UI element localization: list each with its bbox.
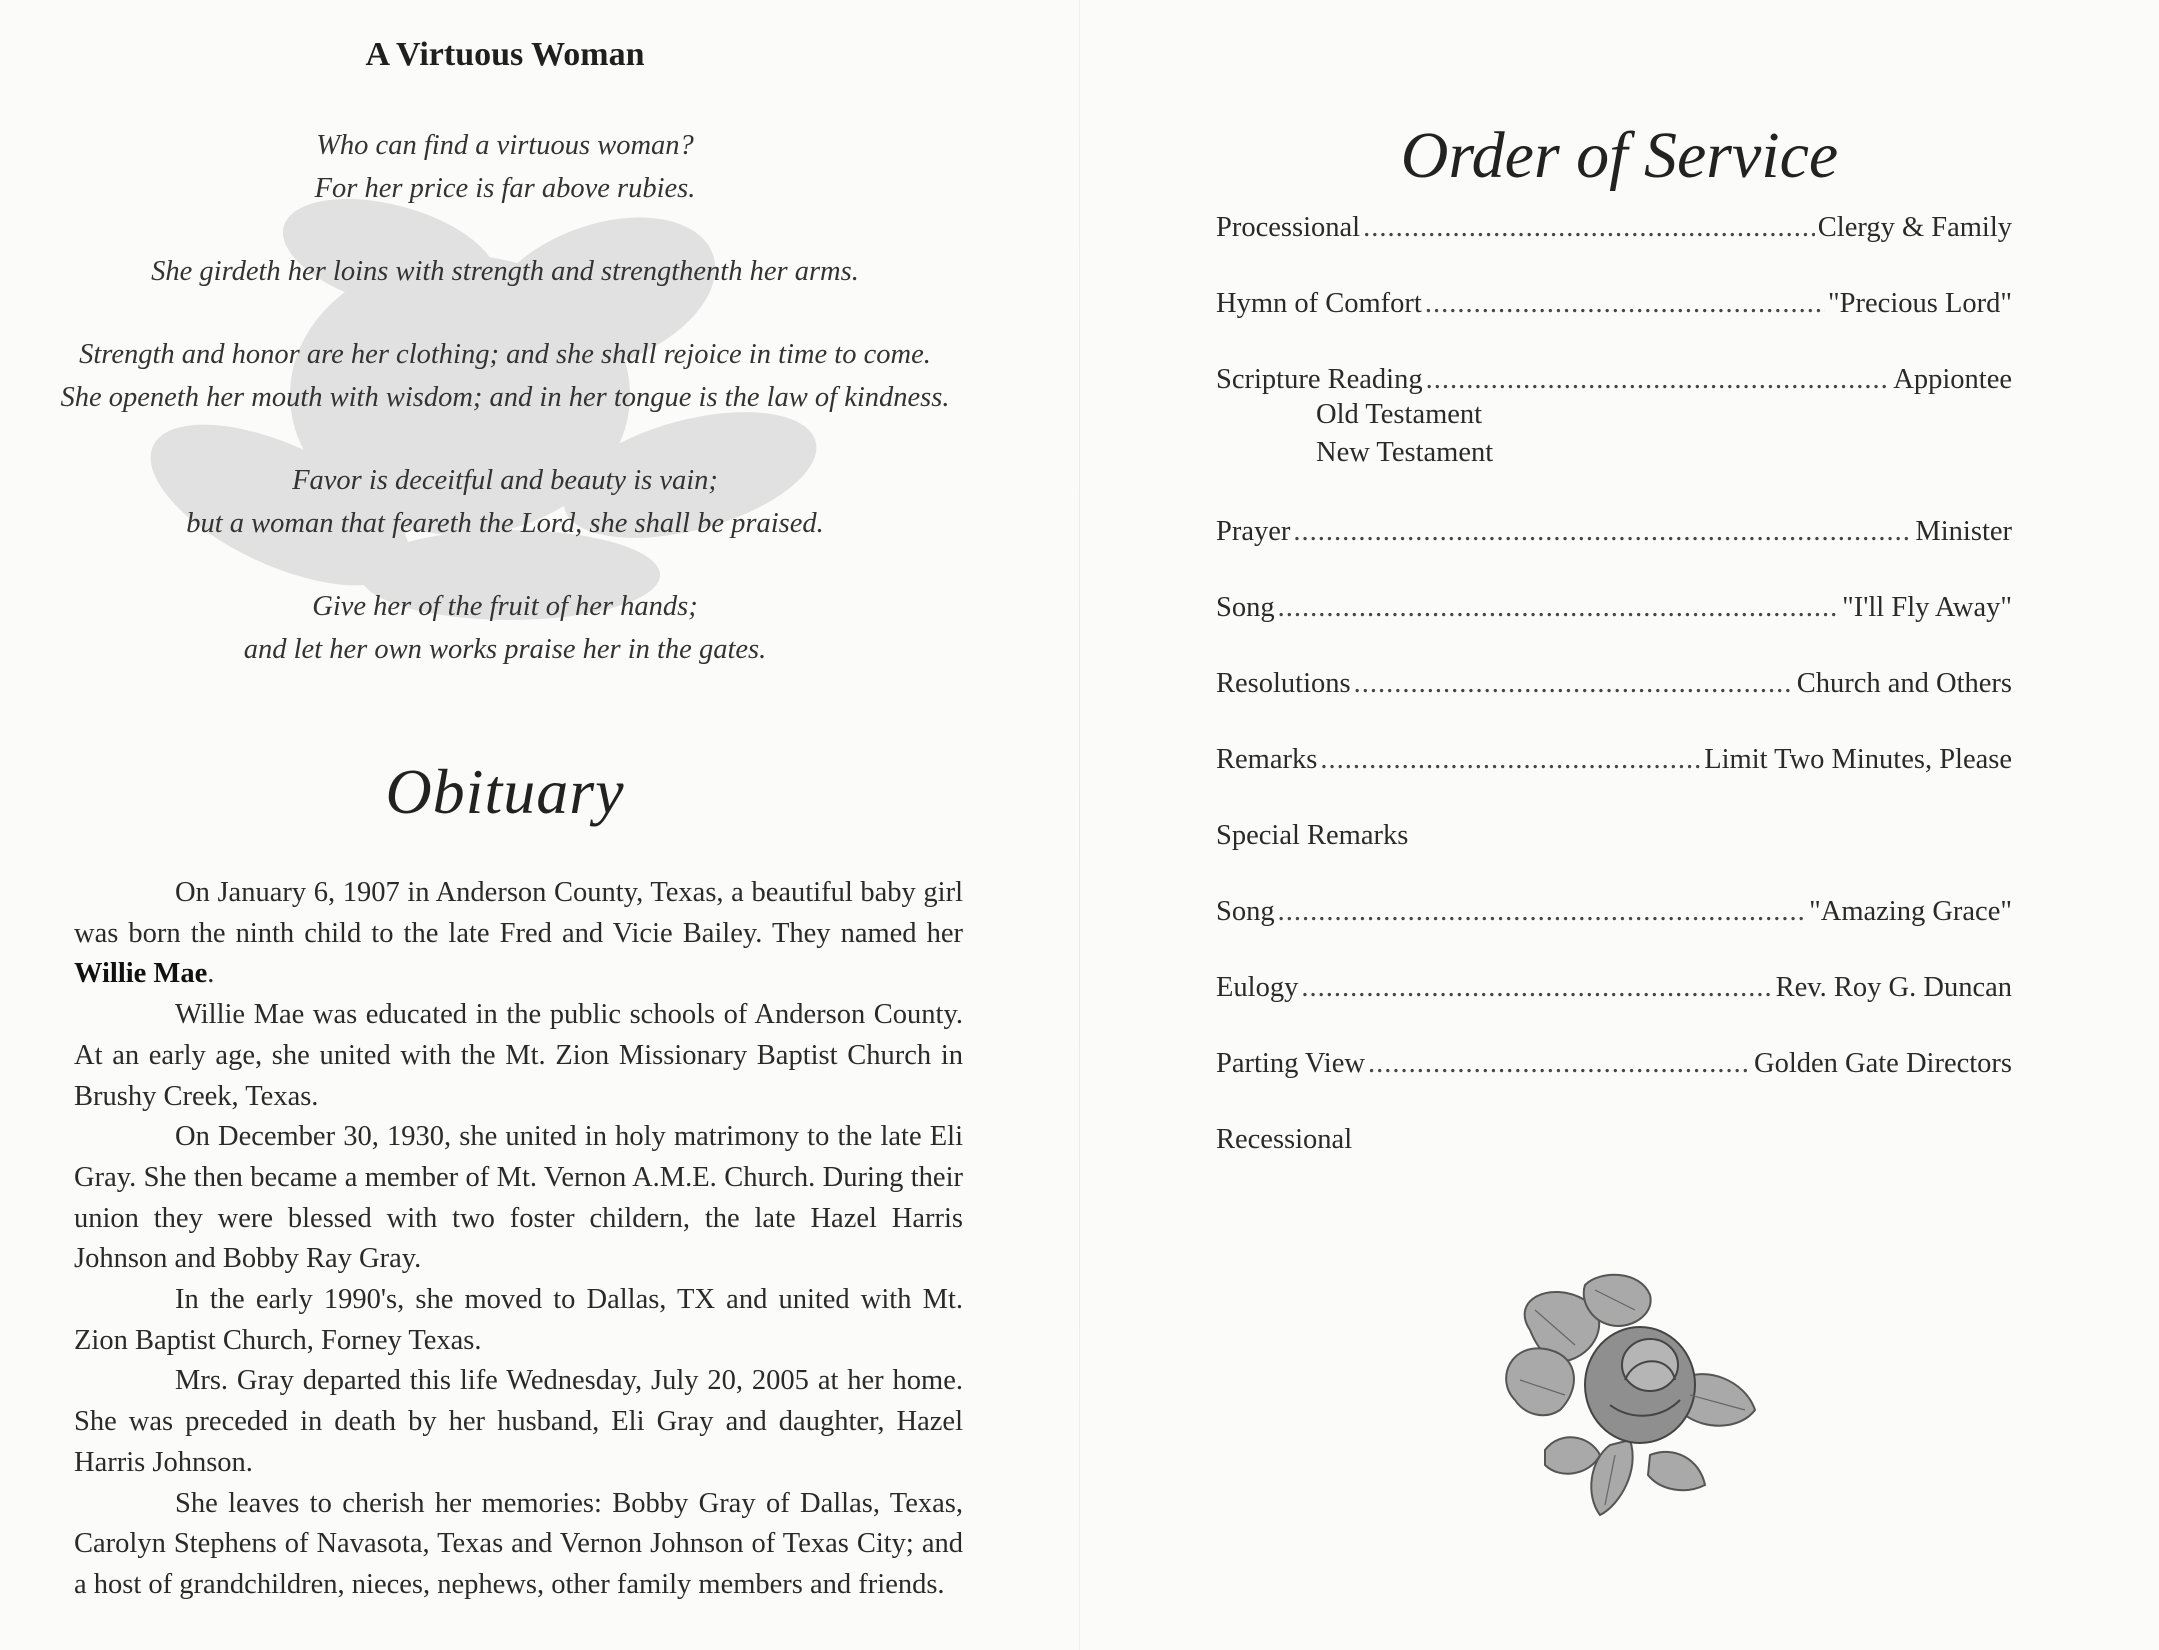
service-item — [1216, 820, 2012, 896]
poem-line: and let her own works praise her in the gates. — [243, 634, 767, 665]
leader-dots — [1278, 896, 1807, 928]
obituary-text-span: . — [207, 958, 215, 990]
service-item-value: Church and Others — [1796, 668, 2012, 699]
service-item-label: Parting View — [1216, 1048, 1365, 1079]
order-of-service-heading: Order of Service — [1400, 119, 1839, 192]
service-item — [1216, 896, 2012, 972]
service-item-value: Clergy & Family — [1817, 212, 2012, 243]
poem-line: Who can find a virtuous woman? — [316, 130, 694, 161]
service-item — [1216, 212, 2012, 288]
service-item-label: Hymn of Comfort — [1216, 288, 1422, 319]
service-item — [1216, 364, 2012, 516]
service-item-value: "Precious Lord" — [1828, 288, 2012, 319]
obituary-paragraph — [74, 873, 963, 995]
poem-line: She openeth her mouth with wisdom; and in her tongue is the law of kindness. — [60, 382, 950, 413]
left-page — [0, 0, 1079, 1650]
leader-dots — [1363, 212, 1815, 244]
service-item-label: Processional — [1216, 212, 1361, 243]
service-item — [1216, 288, 2012, 364]
leader-dots — [1368, 1048, 1751, 1080]
poem-line: but a woman that feareth the Lord, she shall be praised. — [186, 508, 824, 539]
service-item-label: Song — [1216, 592, 1275, 623]
right-page — [1080, 0, 2159, 1650]
service-item-label: Remarks — [1216, 744, 1318, 775]
poem-line: Strength and honor are her clothing; and she shall rejoice in time to come. — [79, 339, 931, 370]
obituary-text — [74, 873, 963, 1606]
obituary-name: Willie Mae — [74, 958, 208, 990]
obituary-paragraph: On December 30, 1930, she united in holy matrimony to the late Eli Gray. She then became a member of Mt. Vernon A.M.E. Church. During their union they were blessed with two foster childern, the late Hazel Harris Johnson and Bobby Ray Gray. — [74, 1121, 963, 1275]
leader-dots — [1425, 288, 1825, 320]
leader-dots — [1301, 972, 1772, 1004]
leader-dots — [1354, 668, 1794, 700]
service-item-label: Eulogy — [1216, 972, 1299, 1003]
service-item-label: Prayer — [1216, 516, 1291, 547]
obituary-text-span: On January 6, 1907 in Anderson County, Texas, a beautiful baby girl was born the ninth child to the late Fred and Vicie Bailey. They named her — [74, 877, 963, 949]
obituary-paragraph: She leaves to cherish her memories: Bobby Gray of Dallas, Texas, Carolyn Stephens of Navasota, Texas and Vernon Johnson of Texas City; and a host of grandchildren, nieces, nephews, other family members and friends. — [74, 1487, 963, 1600]
poem-line: She girdeth her loins with strength and strengthenth her arms. — [151, 256, 859, 287]
service-item-label: Song — [1216, 896, 1275, 927]
service-item — [1216, 668, 2012, 744]
poem-stanza — [0, 585, 1010, 671]
service-item-label: Special Remarks — [1216, 820, 1409, 851]
order-of-service-list — [1216, 212, 2012, 1200]
poem-line: Give her of the fruit of her hands; — [312, 591, 698, 622]
poem-line: Favor is deceitful and beauty is vain; — [292, 465, 718, 496]
poem-line: For her price is far above rubies. — [314, 173, 696, 204]
poem-stanza — [0, 124, 1010, 210]
service-item-value: Appiontee — [1893, 364, 2012, 395]
service-item-value: Limit Two Minutes, Please — [1704, 744, 2012, 775]
service-subitem: New Testament — [1316, 437, 1494, 468]
poem — [0, 124, 1010, 671]
service-item-label: Scripture Reading — [1216, 364, 1423, 395]
service-item-value: Rev. Roy G. Duncan — [1775, 972, 2012, 1003]
obituary-paragraph: Mrs. Gray departed this life Wednesday, July 20, 2005 at her home. She was preceded in death by her husband, Eli Gray and daughter, Hazel Harris Johnson. — [74, 1365, 963, 1478]
service-item-value: "I'll Fly Away" — [1842, 592, 2012, 623]
service-item-value: Minister — [1915, 516, 2012, 547]
obituary-paragraph: In the early 1990's, she moved to Dallas, TX and united with Mt. Zion Baptist Church, Forney Texas. — [74, 1284, 963, 1356]
service-item-label: Recessional — [1216, 1124, 1353, 1155]
rose-image — [1490, 1270, 1790, 1520]
poem-stanza — [0, 250, 1010, 293]
service-subitem: Old Testament — [1316, 399, 1483, 430]
obituary-paragraph: Willie Mae was educated in the public schools of Anderson County. At an early age, she united with the Mt. Zion Missionary Baptist Church in Brushy Creek, Texas. — [74, 999, 963, 1112]
service-item — [1216, 592, 2012, 668]
service-item-label: Resolutions — [1216, 668, 1351, 699]
poem-stanza — [0, 459, 1010, 545]
leader-dots — [1278, 592, 1840, 624]
service-item — [1216, 1048, 2012, 1124]
obituary-heading: Obituary — [385, 756, 625, 827]
leader-dots — [1320, 744, 1701, 776]
service-item — [1216, 516, 2012, 592]
service-item — [1216, 1124, 2012, 1200]
poem-stanza — [0, 333, 1010, 419]
service-item — [1216, 972, 2012, 1048]
service-item-value: Golden Gate Directors — [1754, 1048, 2012, 1079]
service-item — [1216, 744, 2012, 820]
leader-dots — [1426, 364, 1891, 396]
service-item-value: "Amazing Grace" — [1809, 896, 2012, 927]
poem-title: A Virtuous Woman — [365, 36, 645, 73]
leader-dots — [1293, 516, 1912, 548]
